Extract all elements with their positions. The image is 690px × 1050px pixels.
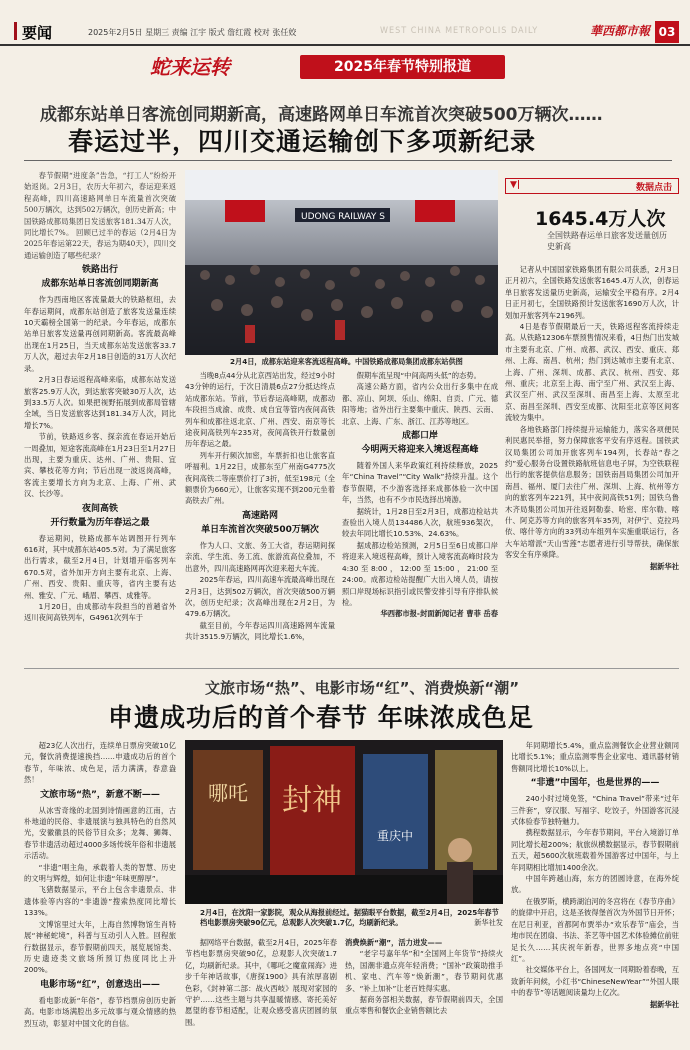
paragraph: 节前，铁路返乡客、探亲流在春运开始后一周叠加，短途客流高峰在1月23日至1月27日出现，主要为重庆、达州、广州、贵阳、宜宾、攀枝花等方向；节后出现一波返岗高峰，客流主要增长方向为北京、上海、广州、武汉、长沙等。 xyxy=(24,432,176,499)
page-number: 03 xyxy=(655,21,679,43)
paragraph: 携程数据显示，今年春节期间，平台入境游订单同比增长超200%；航旅纵横数据显示，春节假期前五天，超5600次航班载着外国游客过中国年，与上年同期相比增加1400余次。 xyxy=(511,828,679,872)
paragraph: 2025年春运，四川高速车流最高峰出现在2月3日，达到502万辆次，首次突破500万辆次，创历史纪录；次高峰出现在2月2日，为479.6万辆次。 xyxy=(185,575,335,619)
number-note: 全国铁路春运单日旅客发送量创历史新高 xyxy=(547,231,667,251)
masthead-logo: 華西都市報 xyxy=(590,24,651,38)
story2-column-4 xyxy=(511,740,679,1045)
paragraph: 作为西南地区客流量最大的铁路枢纽，去年春运期间，成都东站创造了旅客发送量连续10天霸榜全国第一的纪录。今年春运，成都东站单日旅客发送量再创同期新高。客流最高峰出现在1月25日，当天成都东站发送旅客33.7万人次，超过去年2月18日创造的31万人次纪录。 xyxy=(24,295,176,373)
divider xyxy=(24,668,679,669)
paragraph: 假期车流呈现“中间高两头低”的态势。 xyxy=(356,371,481,380)
subhead: 电影市场“红”，创意迭出—— xyxy=(40,979,160,990)
paragraph: 1月20日，由成都动车段担当的首趟省外返川夜间高铁列车，G4961次列车于 xyxy=(24,602,176,623)
paragraph: 截至目前，今年春运四川高速路网车流量共计3515.9万辆次，同比增长1.6%， xyxy=(185,620,335,642)
story2-kicker: 文旅市场“热”、电影市场“红”、消费焕新“潮” xyxy=(205,679,520,697)
paragraph: 列车开行频次加密，车票折扣也让旅客直呼福利。1月22日，成都东至广州南G4775次夜间高铁二等座票价打了3折，低至198元（全额票价为660元），让旅客实现不到200元坐着高铁去广州。 xyxy=(185,450,335,506)
special-report-banner xyxy=(150,52,505,82)
poster-title: 重庆中 xyxy=(376,829,414,843)
story2-column-3 xyxy=(345,937,503,1045)
headline-number: 1645.4万人次 xyxy=(535,208,666,230)
subhead: 成都东站单日客流创同期新高 xyxy=(41,279,159,290)
subhead: 消费焕新“潮”，活力迸发—— xyxy=(345,938,443,947)
sidebar-label: 数据点击 xyxy=(635,183,672,193)
paragraph: 据成都边检站预测，2月5日至6日成都口岸将迎来入境返程高峰，预计入境客流高峰时段为4:30至8:00，12:00至15:00，21:00至24:00。成都边检站提醒广大出入境人员，请按照口岸现场标识指引或民警安排引导有序排队候检。 xyxy=(342,540,498,607)
paragraph: 春运期间，铁路成都车站调图开行列车616对，其中成都东站405.5对。为了满足旅客出行需求，截至2月4日，计划增开临客列车670.5对，省外加开方向主要有北京、上海、广州、西安、贵阳、重庆等，省内主要有达州、雅安、广元、峨眉、攀西、成雅等。 xyxy=(24,533,176,600)
triangle-icon: ▼| xyxy=(510,180,521,190)
photo-credit: 新华社发 xyxy=(474,918,503,927)
page-header xyxy=(0,0,690,46)
cinema-poster-photo xyxy=(185,740,503,904)
paragraph: 超23亿人次出行，连续单日票房突破10亿元，餐饮消费提速换挡……申遗成功后的首个春节，年味浓、成色足，活力满满，春意盎然！ xyxy=(24,741,176,785)
subhead: 文旅市场“热”，新意不断—— xyxy=(40,789,160,800)
story2-headline: 申遗成功后的首个春节 年味浓成色足 xyxy=(108,703,534,732)
photo-caption: 2月4日，成都东站迎来客流返程高峰。中国铁路成都局集团成都东站供图 xyxy=(230,357,463,366)
subhead: 夜间高铁 xyxy=(81,503,118,514)
paragraph: 作为人口、文旅、务工大省，春运期间探亲流、学生流、务工流、旅游流高位叠加，不出意外，四川高速路网再次迎来超大车流。 xyxy=(185,540,335,573)
paragraph: 当晚8点44分从北京西站出发，经过9小时43分钟的运行，于次日清晨6点27分抵达终点站成都东站。节前，节后春运高峰期，成都动车段担当成渝、成贵、成自宜等管内夜间高铁列车和成都往返北京、广州、西安、南京等长途夜间高铁列车235对，夜间高铁开行数量创历年春运之最。 xyxy=(185,371,335,449)
section-marker xyxy=(14,22,17,40)
banner-slogan: 蛇来运转 xyxy=(150,55,230,79)
station-crowd-photo xyxy=(185,170,498,355)
story1-headline: 春运过半，四川交通运输创下多项新纪录 xyxy=(68,127,537,156)
story1-kicker: 成都东站单日客流创同期新高，高速路网单日车流首次突破500万辆次…… xyxy=(40,105,603,125)
paragraph: “非遗”唱主角，承载着人类的智慧、历史的文明与辉煌，如何让非遗“年味更醇厚”。 xyxy=(24,862,176,884)
sidebar-tag xyxy=(505,178,679,194)
subhead: 开行数量为历年春运之最 xyxy=(50,517,150,528)
paragraph: 记者从中国国家铁路集团有限公司获悉，2月3日正月初六，全国铁路发送旅客1645.4万人次，创春运单日旅客发送量历史新高，运输安全平稳有序。2月4日正月初七，全国铁路预计发送旅客1690万人次，计划加开旅客列车2196列。 xyxy=(505,265,679,320)
paragraph: 飞猪数据显示，平台上包含非遗景点、非遗体验等内容的“非遗游”搜索热度同比增长133%。 xyxy=(24,885,176,918)
banner-label: 2025年春节特别报道 xyxy=(300,55,505,79)
story1-lead: 春节假期“进度条”告急，“打工人”纷纷开始返岗。2月3日，农历大年初六，春运迎来返程高峰，四川高速路网单日车流量首次突破500万辆次，达到502万辆次，创历史新高；中国铁路成都局集团日发送旅客181.34万人次，同比增长7%。 回顾已过半的春运（2月4日为2025年春运第22天，春运为期40天），四川交通运输创造了哪些纪录？ xyxy=(24,171,176,260)
subhead: 成都口岸 xyxy=(401,431,438,442)
subhead: 单日车流首次突破500万辆次 xyxy=(201,524,319,535)
story1-column-2 xyxy=(185,370,335,660)
paragraph: 看电影成新“年俗”，春节档票房创历史新高。电影市场满腔出多元故事与观众情感的热烈互动，彰显对中国文化的自信。 xyxy=(24,995,176,1028)
subhead: 今明两天将迎来入境返程高峰 xyxy=(361,445,479,456)
paragraph: 据统计，1月28日至2月3日，成都边检站共查验出入境人员134486人次，航班936架次，较去年同比增长10.53%、24.63%。 xyxy=(342,506,498,539)
edition-meta: 2025年2月5日 星期三 责编 江宇 版式 詹红霞 校对 张任姣 xyxy=(88,28,297,37)
story2-column-2 xyxy=(185,937,337,1045)
paragraph: 高速公路方面，省内公众出行多集中在成都、凉山、阿坝、乐山、绵阳、自贡、广元、德阳等地；省外出行主要集中重庆、陕西、云南、北京、上海、广东、浙江、江苏等地区。 xyxy=(342,382,498,426)
poster-title: 哪吒 xyxy=(208,781,248,805)
paragraph: 从冰雪奇缘的北国到诗情画意的江南，古朴地道的民俗、非遗展演与独具特色的自然风光，安徽徽县的民俗节目众多；龙舞、狮舞、春节非遗活动超过4000多场传统年俗和非遗展示活动。 xyxy=(24,805,176,861)
byline: 据新华社 xyxy=(649,561,679,571)
photo-caption xyxy=(200,908,503,928)
poster-title: 封神 xyxy=(282,783,342,818)
story2-column-1 xyxy=(24,740,176,1045)
paragraph: “老字号嘉年华”和“全国网上年货节”持续火热，国潮非遗点亮年轻消费；“国补”政策助推手机、家电、汽车等“焕新潮”，春节期间优惠多、“补上加补”让老百姓得实惠。 xyxy=(345,949,503,993)
paragraph: 2月3日春运返程高峰来临，成都东站发送旅客25.9万人次，到达旅客突破30万人次，达到33.5万人次。如果把视野拓展到成都局管辖全域，当日发送旅客达到181.34万人次，同比增长7%。 xyxy=(24,375,176,430)
subhead: 高速路网 xyxy=(241,510,278,521)
byline: 华西都市报-封面新闻记者 曹菲 岳春 xyxy=(380,609,498,619)
story1-column-3 xyxy=(342,370,498,660)
paragraph: 文博馆里过大年，上海自然博物馆生肖特展“神秘蛇境”，科普与互动引人入胜。回程旅行数据显示，春节假期前四天，展览展馆类、历史遗迹类文旅场所预订热度同比上升200%。 xyxy=(24,919,176,975)
paragraph: 据网络平台数据，截至2月4日，2025年春节档电影票房突破90亿，总观影人次突破1.7亿，均刷新纪录。其中，《哪吒之魔童闹海》进步千年神话故事，《唐探1900》具有浓厚喜剧色彩，《封神第二部：战火西岐》展现对家园的守护……这些主题与共享温暖情感、寄托美好愿望的春节相适配，让观众感受喜庆团圆的氛围。 xyxy=(185,938,337,1027)
section-title: 要闻 xyxy=(22,24,53,42)
subhead: “非遗”中国年，也是世界的—— xyxy=(530,778,660,789)
data-sidebar xyxy=(505,178,679,656)
watermark: WEST CHINA METROPOLIS DAILY xyxy=(380,26,539,36)
paragraph: 各地铁路部门持续提升运输能力，落实各项便民利民惠民举措，努力保障旅客平安有序返程。国铁武汉局集团公司加开旅客列车194列，长春站“春之约”爱心服务台设置铁路航班信息电子屏，为空铁联程出行的旅客提供信息服务；国铁南昌局集团公司加开南昌、福州、厦门去往广州、深圳、上海、杭州等方向的旅客列车221列，其中夜间高铁51列；国铁乌鲁木齐局集团公司加开往返阿勒泰、哈密、库尔勒、喀什、阿克苏等方向的旅客列车35列，对伊宁、克拉玛依、喀什等方向的33列动车组列车实施重联运行，各大车站增派“天山雪莲”志愿者进行引导帮扶，确保旅客安全有序乘降。 xyxy=(505,424,679,560)
sidebar-body xyxy=(505,264,679,656)
paragraph: 据商务部相关数据，春节假期前四天，全国重点零售和餐饮企业销售额比去 xyxy=(345,995,503,1016)
paragraph: 4日是春节假期最后一天，铁路返程客流持续走高。从铁路12306车票预售情况来看，4日热门出发城市主要有北京、广州、成都、武汉、西安、重庆、郑州、上海、南昌、杭州；热门到达城市主要有北京、上海、广州、深圳、成都、武汉、杭州、西安、郑州、重庆；北京至上海、南宁至广州、武汉至上海、武汉至广州、武汉至深圳、南昌至上海、太原至北京、南昌至深圳、西安至成都、沈阳至北京等区间客流较为集中。 xyxy=(505,322,679,423)
paragraph: 240小时过境免签，“China Travel”带来“过年三件套”，穿汉服、写福字、吃饺子，外国游客沉浸式体验春节独特魅力。 xyxy=(511,794,679,827)
paragraph: 社交媒体平台上，各国网友一同期盼着春晚，互致新年问候，小红书“ChineseNewYear”“外国人眼中的春节”等话题阅读量均上亿次。 xyxy=(511,965,679,998)
station-sign: UDONG RAILWAY S xyxy=(301,212,385,222)
paragraph: 随着外国人来华政策红利持续释放，2025年“China Travel”“City Walk”持续升温。这个春节假期，不少游客选择来成都体验一次中国年，当然，也有不少市民选择出境游。 xyxy=(342,461,498,505)
byline: 据新华社 xyxy=(649,999,679,1009)
story1-column-1 xyxy=(24,170,176,660)
divider xyxy=(24,160,672,161)
photo-caption-text: 2月4日，在沈阳一家影院，观众从海报前经过。据猫眼平台数据，截至2月4日，2025年春节档电影票房突破90亿元，总观影人次突破1.7亿，均刷新纪录。 xyxy=(200,908,499,927)
subhead: 铁路出行 xyxy=(81,265,118,276)
paragraph: 中国年跨越山海，东方的团圆诗意，在海外绽放。 xyxy=(511,874,679,895)
paragraph: 在俄罗斯，横跨湖泊河的冬宫将在《春节序曲》的旋律中开启，这是圣彼得堡首次为外国节日开怀；在尼日利亚，首都阿布贾举办“欢乐春节”庙会，当地市民在团扇、书法、茶艺等中国艺术体验摊位前驻足长久……其庆祝年新春，世界多地点亮“中国红”。 xyxy=(511,896,679,963)
paragraph: 年同期增长5.4%，重点监测餐饮企业营业额同比增长5.1%；重点监测零售企业家电、通讯器材销售额同比增长10%以上。 xyxy=(511,741,679,773)
